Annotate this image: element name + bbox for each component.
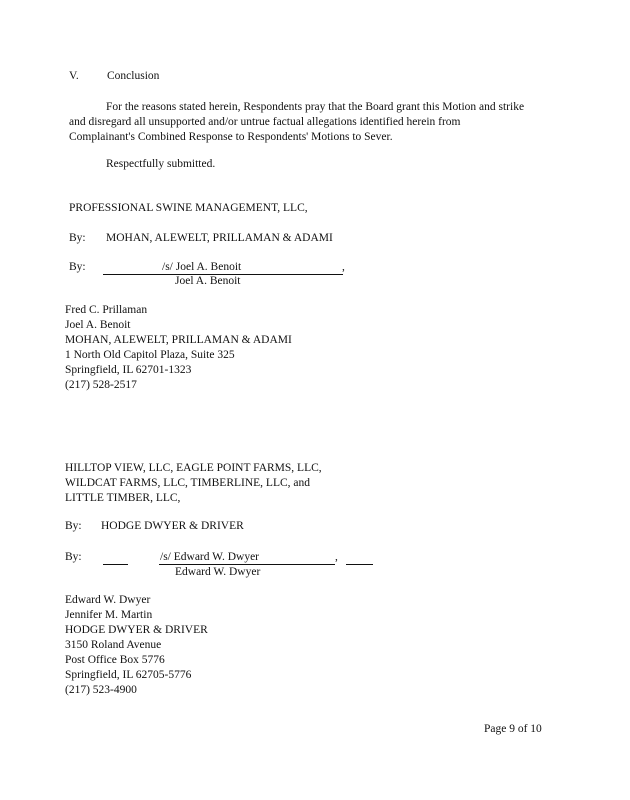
party2-contact-line: (217) 523-4900	[65, 684, 137, 696]
party2-name-line: LITTLE TIMBER, LLC,	[65, 492, 181, 504]
party1-name: PROFESSIONAL SWINE MANAGEMENT, LLC,	[69, 202, 308, 214]
closing-text: Respectfully submitted.	[106, 158, 216, 170]
party1-contact-block	[65, 303, 292, 393]
party1-contact-line: 1 North Old Capitol Plaza, Suite 325	[65, 349, 235, 361]
party2-firm: HODGE DWYER & DRIVER	[101, 520, 244, 532]
party2-signature-line-right	[346, 564, 373, 565]
party2-contact-line: Jennifer M. Martin	[65, 609, 153, 621]
party1-contact-line: (217) 528-2517	[65, 379, 137, 391]
conclusion-line-1: For the reasons stated herein, Respondents pray that the Board grant this Motion and strike	[106, 101, 525, 113]
party1-signer: Joel A. Benoit	[175, 275, 241, 287]
party2-contact-line: Edward W. Dwyer	[65, 594, 151, 606]
party2-contact-line: Springfield, IL 62705-5776	[65, 669, 192, 681]
conclusion-line-2: and disregard all unsupported and/or untrue factual allegations identified herein from	[69, 116, 461, 128]
party2-contact-line: Post Office Box 5776	[65, 654, 165, 666]
party2-contact-line: 3150 Roland Avenue	[65, 639, 162, 651]
party1-signature: /s/ Joel A. Benoit	[162, 261, 242, 273]
party2-signature: /s/ Edward W. Dwyer	[160, 551, 260, 563]
party1-contact-line: Joel A. Benoit	[65, 319, 131, 331]
party2-signature-label: By:	[65, 551, 82, 563]
party1-signature-label: By:	[69, 261, 86, 273]
party2-name-line: HILLTOP VIEW, LLC, EAGLE POINT FARMS, LLC,	[65, 462, 322, 474]
party2-by-label: By:	[65, 520, 82, 532]
party2-signer: Edward W. Dwyer	[175, 566, 261, 578]
page-number: Page 9 of 10	[484, 723, 542, 735]
section-number: V.	[69, 70, 79, 82]
party2-signature-line-left	[103, 564, 128, 565]
party2-contact-line: HODGE DWYER & DRIVER	[65, 624, 208, 636]
party1-contact-line: Fred C. Prillaman	[65, 304, 148, 316]
section-title: Conclusion	[107, 70, 160, 82]
party1-firm: MOHAN, ALEWELT, PRILLAMAN & ADAMI	[106, 232, 333, 244]
party2-contact-block	[65, 593, 208, 698]
party2-signature-line	[159, 564, 335, 565]
party1-contact-line: MOHAN, ALEWELT, PRILLAMAN & ADAMI	[65, 334, 292, 346]
party2-name-line: WILDCAT FARMS, LLC, TIMBERLINE, LLC, and	[65, 477, 311, 489]
party2-name-block	[65, 461, 322, 506]
party1-by-label: By:	[69, 232, 86, 244]
party1-contact-line: Springfield, IL 62701-1323	[65, 364, 192, 376]
conclusion-line-3: Complainant's Combined Response to Respondents' Motions to Sever.	[69, 131, 393, 143]
